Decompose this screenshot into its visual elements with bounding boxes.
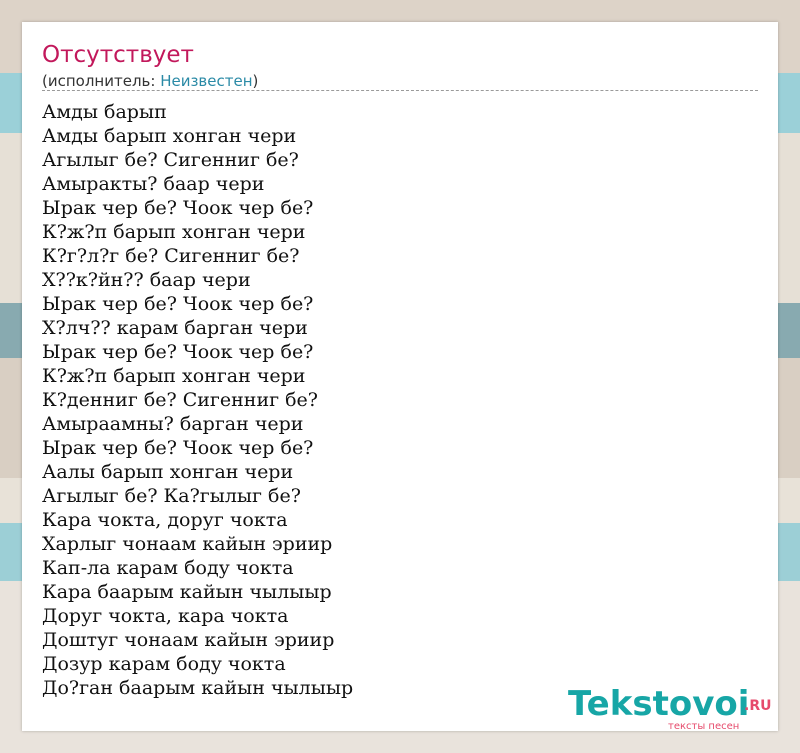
- lyric-line: Амды барып хонган чери: [42, 125, 297, 147]
- lyric-line: Ырак чер бе? Чоок чер бе?: [42, 197, 314, 219]
- lyric-line: К?г?л?г бе? Сигенниг бе?: [42, 245, 300, 267]
- lyric-line: Ырак чер бе? Чоок чер бе?: [42, 293, 314, 315]
- lyric-line: Х??к?йн?? баар чери: [42, 269, 251, 291]
- lyric-line: Амды барып: [42, 101, 167, 123]
- title-divider: [42, 90, 758, 91]
- lyric-line: Ырак чер бе? Чоок чер бе?: [42, 341, 314, 363]
- logo-tagline: тексты песен: [668, 721, 740, 732]
- lyrics-text: [42, 100, 353, 700]
- lyric-line: Ырак чер бе? Чоок чер бе?: [42, 437, 314, 459]
- lyric-line: К?денниг бе? Сигенниг бе?: [42, 389, 318, 411]
- artist-line: [42, 72, 258, 90]
- lyric-line: Аалы барып хонган чери: [42, 461, 294, 483]
- lyric-line: Амыракты? баар чери: [42, 173, 265, 195]
- lyrics-card: [22, 22, 778, 731]
- logo-name: Tekstovoi: [568, 684, 750, 724]
- lyric-line: Агылыг бе? Сигенниг бе?: [42, 149, 299, 171]
- site-logo[interactable]: [568, 684, 778, 732]
- lyric-line: Доштуг чонаам кайын эриир: [42, 629, 335, 651]
- lyric-line: Кара баарым кайын чылыыр: [42, 581, 332, 603]
- lyric-line: К?ж?п барып хонган чери: [42, 221, 306, 243]
- lyric-line: Кап-ла карам боду чокта: [42, 557, 294, 579]
- artist-prefix: (исполнитель:: [42, 72, 161, 90]
- lyric-line: Кара чокта, доруг чокта: [42, 509, 288, 531]
- artist-suffix: ): [252, 72, 259, 90]
- artist-link[interactable]: Неизвестен: [160, 72, 253, 90]
- lyric-line: Дозур карам боду чокта: [42, 653, 286, 675]
- lyric-line: Доруг чокта, кара чокта: [42, 605, 289, 627]
- lyric-line: До?ган баарым кайын чылыыр: [42, 677, 354, 699]
- lyric-line: Амыраамны? барган чери: [42, 413, 304, 435]
- lyric-line: Агылыг бе? Ка?гылыг бе?: [42, 485, 301, 507]
- lyric-line: Х?лч?? карам барган чери: [42, 317, 308, 339]
- song-title: Отсутствует: [42, 42, 194, 68]
- lyric-line: К?ж?п барып хонган чери: [42, 365, 306, 387]
- logo-tld: .RU: [744, 698, 772, 714]
- lyric-line: Харлыг чонаам кайын эриир: [42, 533, 333, 555]
